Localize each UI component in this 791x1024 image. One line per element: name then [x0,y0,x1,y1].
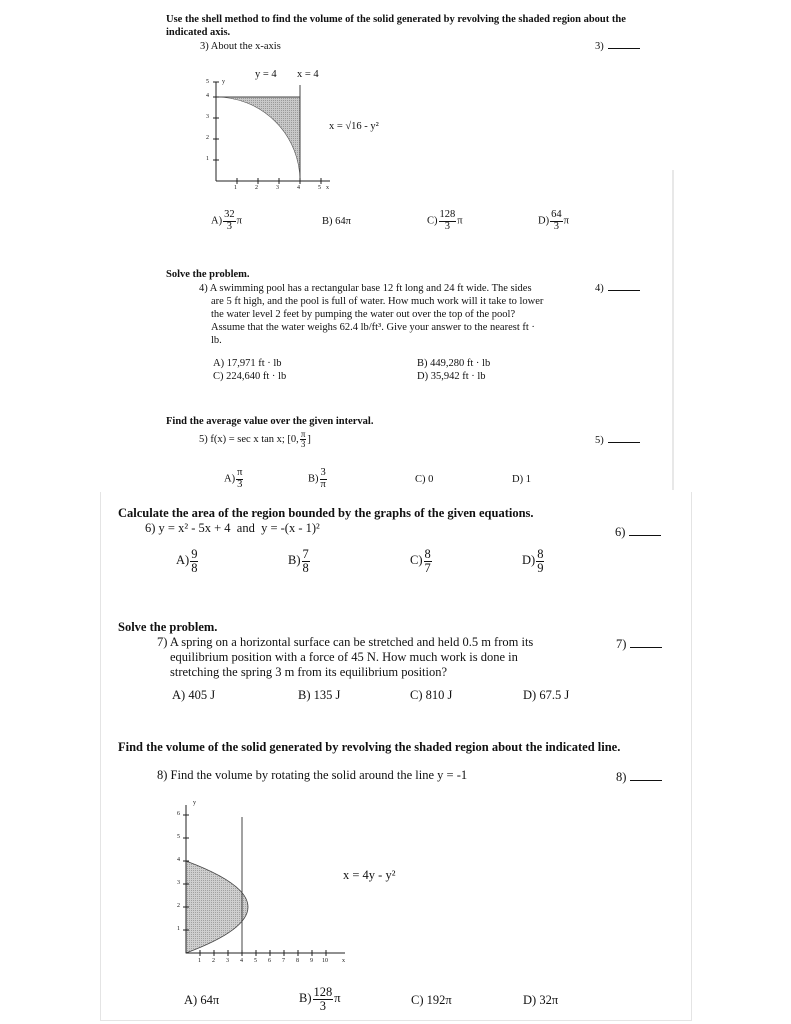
q4-text: 4) A swimming pool has a rectangular base 12 ft long and 24 ft wide. The sides are 5 ft high, and the pool is full of water. How much work will it take to lower the water level 2 feet by pumping the water out over the top of the pool? Assume that the water weighs 62.4 lb/ft³. Give your answer to the nearest ft · lb. [199,283,544,346]
q5-answer-slot[interactable]: 5) [595,434,640,447]
q4-choice-d[interactable]: D) 35,942 ft · lb [417,371,486,382]
q3-choice-a[interactable]: A) $\frac{32}{3}$ π [211,209,242,232]
q5-choice-a[interactable]: A) $\frac{\pi}{3}$ [224,467,243,490]
q4-answer-slot[interactable]: 4) [595,282,640,295]
q7-text: 7) A spring on a horizontal surface can be stretched and held 0.5 m from its equilibrium position with a force of 45 N. How much work is done in stretching the spring 3 m from its equilibrium position? [157,635,534,679]
label-x4: x = 4 [297,69,319,80]
answer-blank[interactable] [630,780,662,781]
q6-choice-b[interactable]: B) $\frac{7}{8}$ [288,547,309,575]
label-y4: y = 4 [255,69,277,80]
worksheet-page: Use the shell method to find the volume of the solid generated by revolving the shaded region about the indicated axis. 3) About the x-axis 3) y = 4 x = 4 x = √16 - y² 1 2 3 4 5 x 1 2 3 4 5 y A) $\frac{32}{3}$ π B) 64π C) $\frac{128}{3}$ π D) $\frac{64}{3}$ π Solve the problem. 4) A swimming pool has a rectangular base 12 ft long and 24 ft wide. The sides are 5 ft high, and the pool is full of water. How much work will it take to lower the water level 2 feet by pumping the water out over the top of the pool? Assume that the water weighs 62.4 lb/ft³. Give your answer to the nearest ft · lb. 4) A) 17,971 ft · lb B) 449,280 ft · lb C) 224,640 ft · lb D) 35,942 ft · lb Find the average value over the given interval. 5) f(x) = sec x tan x; [0, $\frac{\pi}{3}$ ] 5) A) $\frac{\pi}{3}$ B) $\frac{3}{\pi}$ C) 0 D) 1 Calculate the area of the region bounded by the graphs of the given equations. 6) y = x² - 5x + 4 and y = -(x - 1)² 6) A) $\frac{9}{8}$ B) $\frac{7}{8}$ C) $\frac{8}{7}$ D) $\frac{8}{9}$ Solve the problem. 7) A spring on a horizontal surface can be stretched and held 0.5 m from its equilibrium position with a force of 45 N. How much work is done in stretching the spring 3 m from its equilibrium position? 7) A) 405 J B) 135 J C) 810 J D) 67.5 J Find the volume of the solid generated by revolving the shaded region about the indicated line. 8) Find the volume by rotating the solid around the line y = -1 8) x = 4y - y² 1 2 3 4 5 6 7 8 9 10 x 1 2 3 4 5 6 y A) 64π B) $\frac{128}{3}$ π C) 192π D) 32π [0,0,791,1024]
q4-choice-a[interactable]: A) 17,971 ft · lb [213,358,282,369]
q8-choice-c[interactable]: C) 192π [411,993,452,1007]
q3-choice-b[interactable]: B) 64π [322,216,351,227]
q3-prompt: 3) About the x-axis [200,41,281,52]
q8-choice-d[interactable]: D) 32π [523,993,559,1007]
q6-choice-d[interactable]: D) $\frac{8}{9}$ [522,547,544,575]
answer-blank[interactable] [608,48,640,49]
q5-choice-c[interactable]: C) 0 [415,474,434,485]
q7-choice-a[interactable]: A) 405 J [172,688,216,702]
answer-blank[interactable] [608,442,640,443]
answer-blank[interactable] [630,647,662,648]
q8-choice-a[interactable]: A) 64π [184,993,220,1007]
q8-prompt: 8) Find the volume by rotating the solid around the line y = -1 [157,768,468,782]
q7-choice-d[interactable]: D) 67.5 J [523,688,570,702]
q6-prompt: 6) y = x² - 5x + 4 and y = -(x - 1)² [145,521,320,535]
q4-choice-c[interactable]: C) 224,640 ft · lb [213,371,287,382]
q3-number: 3) [595,41,604,52]
q3-answer-slot[interactable] [595,40,640,53]
q7-choice-c[interactable]: C) 810 J [410,688,453,702]
answer-blank[interactable] [608,290,640,291]
q4-instructions: Solve the problem. [166,269,250,280]
q6-instructions: Calculate the area of the region bounded by the graphs of the given equations. [118,506,534,520]
q6-choice-a[interactable]: A) $\frac{9}{8}$ [176,547,198,575]
q5-choice-d[interactable]: D) 1 [512,474,531,485]
shaded-region [216,97,300,181]
answer-blank[interactable] [629,535,661,536]
curve-label: x = √16 - y² [329,121,379,132]
scan-edge [672,170,674,490]
q8-graph [175,800,350,965]
q6-choice-c[interactable]: C) $\frac{8}{7}$ [410,547,431,575]
q3-choice-d[interactable]: D) $\frac{64}{3}$ π [538,209,569,232]
q8-choice-b[interactable]: B) $\frac{128}{3}$ π [299,985,341,1013]
q3-graph [205,80,335,190]
q5-instructions: Find the average value over the given interval. [166,416,374,427]
q5-choice-b[interactable]: B) $\frac{3}{\pi}$ [308,467,326,490]
q7-answer-slot[interactable]: 7) [616,637,662,652]
q4-choice-b[interactable]: B) 449,280 ft · lb [417,358,491,369]
q6-answer-slot[interactable]: 6) [615,525,661,540]
q8-instructions: Find the volume of the solid generated by revolving the shaded region about the indicated line. [118,740,621,754]
q8-answer-slot[interactable]: 8) [616,770,662,785]
q8-curve-label: x = 4y - y² [343,868,396,882]
q5-prompt: 5) f(x) = sec x tan x; [0, $\frac{\pi}{3}$ ] [199,429,311,449]
q7-choice-b[interactable]: B) 135 J [298,688,341,702]
q3-choice-c[interactable]: C) $\frac{128}{3}$ π [427,209,463,232]
shaded-region [186,861,248,953]
q7-instructions: Solve the problem. [118,620,218,634]
q3-instructions: Use the shell method to find the volume of the solid generated by revolving the shaded region about the indicated axis. [166,14,626,38]
